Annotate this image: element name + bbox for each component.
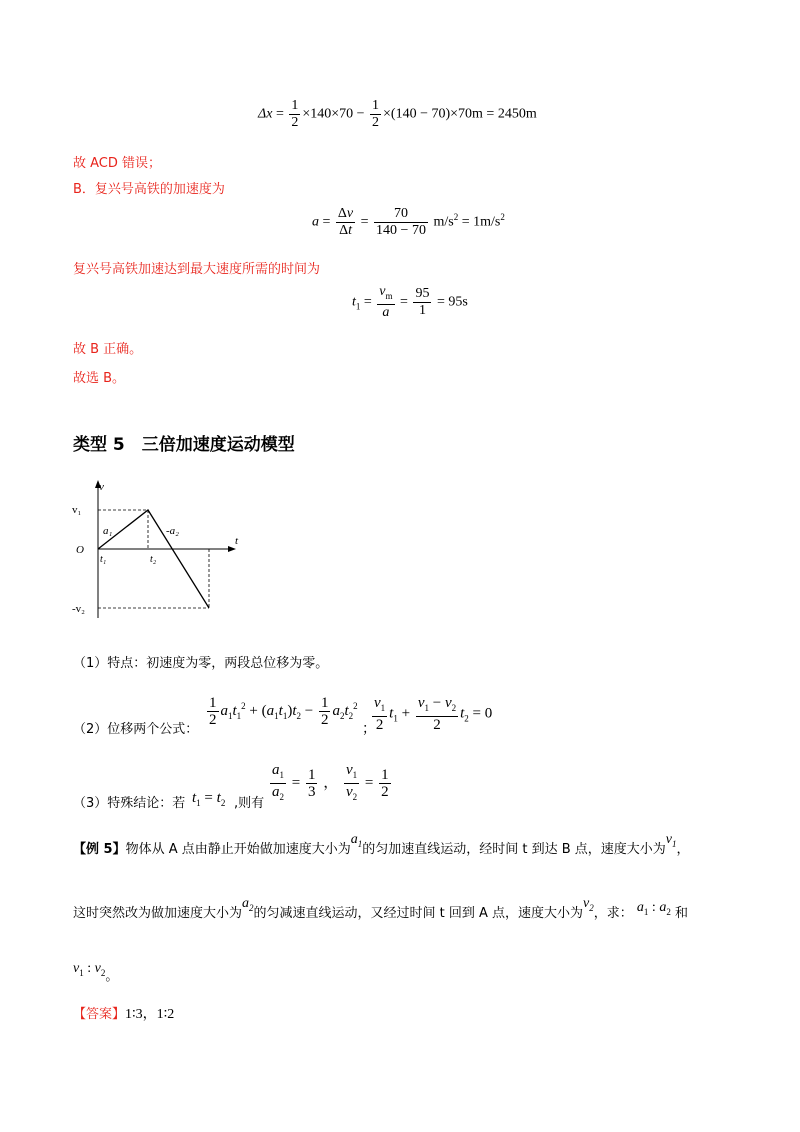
v1-label: v₁ <box>72 504 82 516</box>
example-line-2: 这时突然改为做加速度大小为$a_2$的匀减速直线运动，又经过时间 t 回到 A 点，速度大小为$v_2$，求： $a_1$ : $a_2$ 和 <box>73 896 688 921</box>
displacement-formula-1: $\frac{1}{2}$ $a_1t_1^2 + (a_1t_1)t_2$ − $\frac{1}{2}$ $a_2t_2^2$ <box>209 695 358 728</box>
b-intro-text: B．复兴号高铁的加速度为 <box>73 182 225 197</box>
origin-label: O <box>76 544 84 556</box>
neg-v2-label: -v₂ <box>72 603 85 615</box>
point-1-text: （1）特点：初速度为零，两段总位移为零。 <box>73 656 329 671</box>
a2-symbol: $a_2$ <box>242 896 254 913</box>
choose-b-text: 故选 B。 <box>73 371 126 386</box>
point-3-then: ,则有 <box>234 796 265 811</box>
v2-symbol: $v_2$ <box>583 896 594 913</box>
a-ratio: $a_1$ : $a_2$ <box>636 900 671 917</box>
neg-a2-label: -a₂ <box>166 525 179 537</box>
example-tag: 【例 5】 <box>73 842 126 857</box>
t-equal-condition: $t_1 = t_2$ <box>192 790 226 808</box>
example-line-1: 【例 5】物体从 A 点由静止开始做加速度大小为$a_1$的匀加速直线运动，经时间 t 到达 B 点，速度大小为$v_1$， <box>73 832 690 857</box>
answer-line <box>73 1003 174 1023</box>
ratio-result: $\frac{a_1}{a_2}$ = $\frac{1}{3}$ ， $\frac{v_1}{v_2}$ = $\frac{1}{2}$ <box>268 762 393 805</box>
example-line-3: $v_1$ : $v_2$。 <box>73 961 119 984</box>
displacement-formula: Δx = $\frac{1}{2}$ ×140×70 − $\frac{1}{2}$ ×(140 − 70)×70m = 2450m <box>258 98 537 130</box>
t1-label: t₁ <box>100 554 107 565</box>
time-formula: $t_1$ = $\frac{v_m}{a}$ = $\frac{95}{1}$ = 95s <box>352 284 468 320</box>
displacement-formula-2: $\frac{v_1}{2}$ $t_1$ + $\frac{v_1 - v_2}{2}$ $t_2 = 0$ <box>374 695 493 733</box>
answer-value: 1∶3，1∶2 <box>125 1007 175 1022</box>
time-intro-text: 复兴号高铁加速达到最大速度所需的时间为 <box>73 262 321 277</box>
answer-tag: 【答案】 <box>73 1007 126 1022</box>
a1-symbol: $a_1$ <box>350 832 363 849</box>
point-2-label: （2）位移两个公式： <box>73 722 199 737</box>
v-ratio: $v_1$ : $v_2$ <box>73 961 106 978</box>
point-3-label: （3）特殊结论：若 <box>73 796 186 811</box>
accel-formula: a = $\frac{\Delta v}{\Delta t}$ = $\frac{70}{140 - 70}$ $m/s^2 = 1m/s^2$ <box>312 206 505 238</box>
axis-t-label: t <box>235 535 239 547</box>
v1-symbol: $v_1$ <box>665 832 677 849</box>
section-title: 类型 5 三倍加速度运动模型 <box>73 435 295 455</box>
t2-label: t₂ <box>150 554 157 565</box>
b-correct-text: 故 B 正确。 <box>73 342 143 357</box>
axis-v-label: v <box>99 481 104 493</box>
acd-wrong-text: 故 ACD 错误； <box>73 156 162 171</box>
a1-label: a₁ <box>103 525 113 537</box>
vt-graph <box>70 478 245 623</box>
